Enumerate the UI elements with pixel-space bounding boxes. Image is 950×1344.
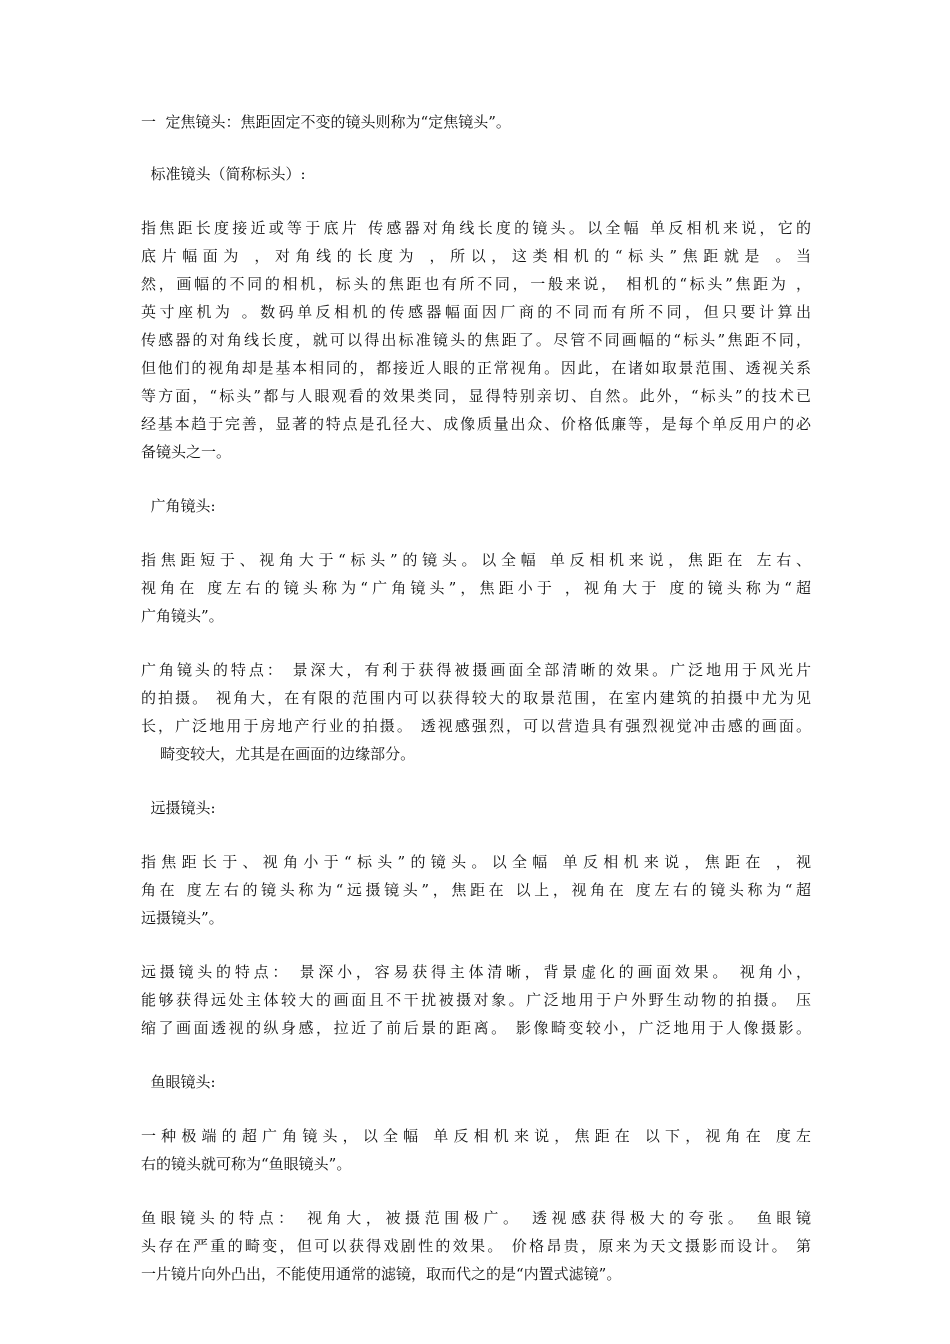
telephoto-lens-features: [141, 958, 811, 1042]
paragraph-line: 等方面，“标头”都与人眼观看的效果类同，显得特别亲切、自然。此外，“标头”的技术已: [141, 387, 811, 405]
paragraph-line: 指焦距长度接近或等于底片 传感器对角线长度的镜头。以全幅 单反相机来说，它的: [141, 219, 811, 237]
telephoto-lens-title: 远摄镜头:: [141, 799, 216, 817]
paragraph-line: 的拍摄。 视角大，在有限的范围内可以获得较大的取景范围，在室内建筑的拍摄中尤为见: [141, 689, 811, 707]
paragraph-line: 底片幅面为 ，对角线的长度为 ，所以，这类相机的“标头”焦距就是 。当: [141, 247, 811, 265]
fisheye-lens-title: 鱼眼镜头:: [141, 1073, 216, 1091]
paragraph-line: 右的镜头就可称为“鱼眼镜头”。: [141, 1155, 352, 1173]
paragraph-line: 一种极端的超广角镜头，以全幅 单反相机来说，焦距在 以下，视角在 度左: [141, 1127, 811, 1145]
paragraph-line: 视角在 度左右的镜头称为“广角镜头”，焦距小于 ，视角大于 度的镜头称为“超: [141, 579, 811, 597]
paragraph-line: 长，广泛地用于房地产行业的拍摄。 透视感强烈，可以营造具有强烈视觉冲击感的画面。: [141, 717, 811, 735]
paragraph-line: 广角镜头”。: [141, 607, 224, 625]
fisheye-lens-features: [141, 1204, 811, 1288]
wide-lens-paragraph: [141, 546, 811, 630]
paragraph-line: 然，画幅的不同的相机，标头的焦距也有所不同，一般来说， 相机的“标头”焦距为 ，: [141, 275, 811, 293]
paragraph-line: 但他们的视角却是基本相同的，都接近人眼的正常视角。因此，在诸如取景范围、透视关系: [141, 359, 811, 377]
standard-lens-paragraph: [141, 214, 811, 466]
paragraph-line: 经基本趋于完善，显著的特点是孔径大、成像质量出众、价格低廉等，是每个单反用户的必: [141, 415, 811, 433]
fisheye-lens-paragraph: [141, 1122, 811, 1178]
paragraph-line: 角在 度左右的镜头称为“远摄镜头”，焦距在 以上，视角在 度左右的镜头称为“超: [141, 881, 811, 899]
wide-lens-title: 广角镜头:: [141, 497, 216, 515]
wide-lens-features: [141, 656, 811, 768]
telephoto-lens-paragraph: [141, 848, 811, 932]
paragraph-line: 指焦距长于、视角小于“标头”的镜头。以全幅 单反相机来说，焦距在 ，视: [141, 853, 811, 871]
paragraph-line: 指焦距短于、视角大于“标头”的镜头。以全幅 单反相机来说，焦距在 左右、: [141, 551, 811, 569]
standard-lens-title: 标准镜头（简称标头）:: [141, 165, 306, 183]
paragraph-line: 畸变较大，尤其是在画面的边缘部分。: [141, 745, 416, 763]
main-heading: 一 定焦镜头：焦距固定不变的镜头则称为“定焦镜头”。: [141, 113, 511, 131]
paragraph-line: 能够获得远处主体较大的画面且不干扰被摄对象。广泛地用于户外野生动物的拍摄。 压: [141, 991, 811, 1009]
paragraph-line: 头存在严重的畸变，但可以获得戏剧性的效果。 价格昂贵，原来为天文摄影而设计。 第: [141, 1237, 811, 1255]
paragraph-line: 一片镜片向外凸出，不能使用通常的滤镜，取而代之的是“内置式滤镜”。: [141, 1265, 622, 1283]
paragraph-line: 备镜头之一。: [141, 443, 232, 461]
paragraph-line: 缩了画面透视的纵身感，拉近了前后景的距离。 影像畸变较小，广泛地用于人像摄影。: [141, 1019, 811, 1037]
document-body: [141, 108, 811, 1288]
paragraph-line: 远摄镜头”。: [141, 909, 224, 927]
paragraph-line: 远摄镜头的特点： 景深小，容易获得主体清晰，背景虚化的画面效果。 视角小，: [141, 963, 811, 981]
paragraph-line: 传感器的对角线长度，就可以得出标准镜头的焦距了。尽管不同画幅的“标头”焦距不同，: [141, 331, 811, 349]
paragraph-line: 鱼眼镜头的特点： 视角大，被摄范围极广。 透视感获得极大的夸张。 鱼眼镜: [141, 1209, 811, 1227]
paragraph-line: 广角镜头的特点： 景深大，有利于获得被摄画面全部清晰的效果。广泛地用于风光片: [141, 661, 811, 679]
paragraph-line: 英寸座机为 。数码单反相机的传感器幅面因厂商的不同而有所不同，但只要计算出: [141, 303, 811, 321]
